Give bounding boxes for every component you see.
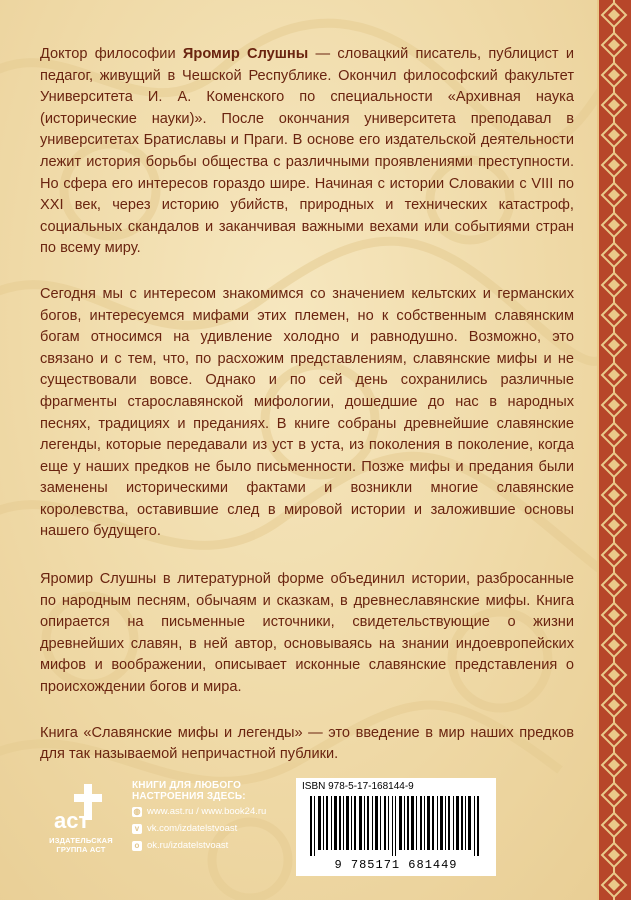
bio-intro: Доктор философии <box>40 46 183 62</box>
vk-link[interactable]: vk.com/izdatelstvoast <box>147 823 238 834</box>
logo-text: аст <box>54 808 90 833</box>
barcode-digits: 9 785171 681449 <box>334 858 458 872</box>
bio-text: — словацкий писатель, публицист и педагог, живущий в Чешской Республике. Окончил философский факультет Университета И. А. Коменского по специальности «Архивная наука (исторические науки)». После окончания университета преподавал в университетах Братиславы и Праги. В основе его издательской деятельности лежит история борьбы общества с различными проявлениями преступности. Но сфера его интересов гораздо шире. Начиная с истории Словакии с VIII по XXI век, через историю убийств, природных и технических катастроф, социальных скандалов и заканчивая важными вехами или событиями стран по всему миру. <box>40 46 575 257</box>
publisher-logo <box>40 780 120 870</box>
isbn-number: ISBN 978-5-17-168144-9 <box>302 781 414 792</box>
book-content-paragraph: Яромир Слушны в литературной форме объединил истории, разбросанные по народным песням, обычаям и сказкам, в древнеславянские мифы. Книга опирается на письменные источники, свидетельствующие о жизни древнейших славян, в ней автор, основываясь на знании индоевропейских мифов и воображении, описывает исконные славянские представления о происхождении богов и мира. <box>40 571 574 696</box>
barcode-block <box>296 778 496 876</box>
link-row-vk[interactable] <box>132 822 322 836</box>
publisher-name-line2: ГРУППА АСТ <box>56 845 106 854</box>
decorative-border-right <box>597 0 631 900</box>
ok-icon: o <box>132 841 142 851</box>
promo-header-line1: КНИГИ ДЛЯ ЛЮБОГО <box>132 780 242 791</box>
promo-header-line2: НАСТРОЕНИЯ ЗДЕСЬ: <box>132 791 246 802</box>
book-description-paragraph: Сегодня мы с интересом знакомимся со значением кельтских и германских богов, интересуемся мифами этих племен, но к собственным славянским богам относимся на удивление холодно и равнодушно. Возможно, это связано и с тем, что, по расхожим представлениям, славянские мифы и не существовали вовсе. Однако и по сей день сохранились различные фрагменты старославянской мифологии, дошедшие до нас в народных песнях, традициях и преданиях. В книге собраны древнейшие славянские легенды, которые передавали из уст в уста, из поколения в поколение, когда еще у наших предков не было письменности. Позже мифы и предания были заменены историческими фактами и возникли многие славянские королевства, оставившие след в мировой истории и заложившие основы нашего будущего. <box>40 285 574 540</box>
footer <box>40 776 600 886</box>
author-bio-paragraph <box>40 44 574 260</box>
websites-link[interactable]: www.ast.ru / www.book24.ru <box>147 806 267 817</box>
annotation-text <box>40 44 574 790</box>
publisher-name <box>40 836 122 854</box>
book-summary-paragraph: Книга «Славянские мифы и легенды» — это введение в мир наших предков для так называемой непричастной публики. <box>40 724 574 763</box>
publisher-name-line1: ИЗДАТЕЛЬСКАЯ <box>49 836 113 845</box>
promo-links <box>132 780 322 853</box>
ok-link[interactable]: ok.ru/izdatelstvoast <box>147 840 229 851</box>
vk-icon: v <box>132 824 142 834</box>
author-name: Яромир Слушны <box>182 46 309 62</box>
link-row-websites[interactable] <box>132 805 322 819</box>
ast-logo-icon <box>40 780 120 836</box>
link-row-ok[interactable] <box>132 839 322 853</box>
barcode-icon <box>310 796 482 856</box>
globe-icon: ◍ <box>133 807 141 816</box>
border-pattern <box>597 0 631 900</box>
